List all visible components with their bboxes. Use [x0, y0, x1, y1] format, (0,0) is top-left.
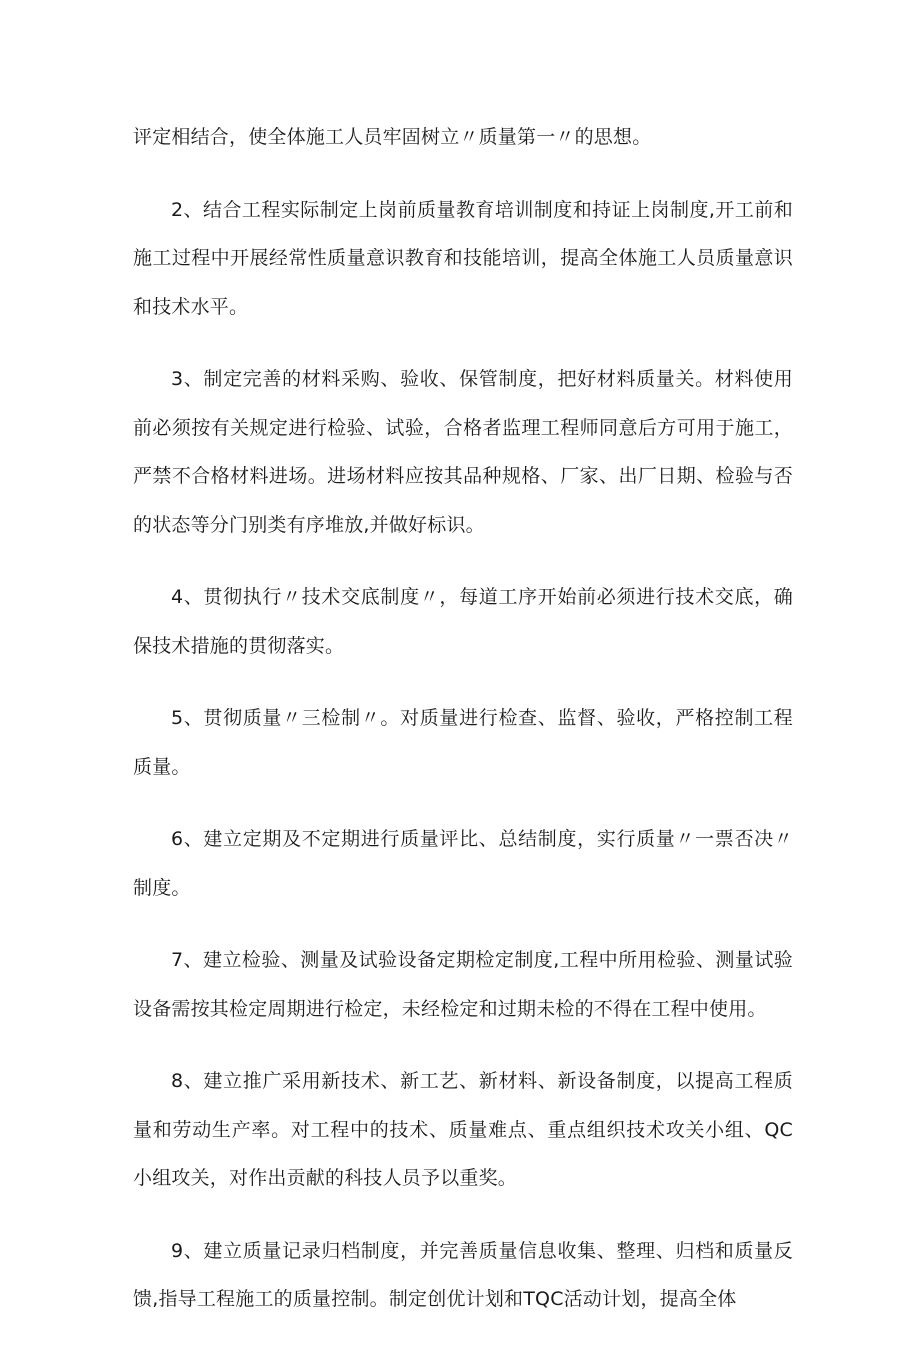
paragraph-item-4: 4、贯彻执行〃技术交底制度〃，每道工序开始前必须进行技术交底，确保技术措施的贯彻落实。	[133, 586, 793, 657]
paragraph-item-5: 5、贯彻质量〃三检制〃。对质量进行检查、监督、验收，严格控制工程质量。	[133, 707, 793, 778]
paragraph-item-6: 6、建立定期及不定期进行质量评比、总结制度，实行质量〃一票否决〃制度。	[133, 828, 793, 899]
paragraph-continuation: 评定相结合，使全体施工人员牢固树立〃质量第一〃的思想。	[133, 126, 652, 148]
paragraph-item-3: 3、制定完善的材料采购、验收、保管制度，把好材料质量关。材料使用前必须按有关规定进行检验、试验，合格者监理工程师同意后方可用于施工，严禁不合格材料进场。进场材料应按其品种规格、厂家、出厂日期、检验与否的状态等分门别类有序堆放,并做好标识。	[133, 368, 793, 536]
paragraph-item-2: 2、结合工程实际制定上岗前质量教育培训制度和持证上岗制度,开工前和施工过程中开展经常性质量意识教育和技能培训，提高全体施工人员质量意识和技术水平。	[133, 198, 793, 318]
paragraph-item-7: 7、建立检验、测量及试验设备定期检定制度,工程中所用检验、测量试验设备需按其检定周期进行检定，未经检定和过期未检的不得在工程中使用。	[133, 949, 793, 1020]
paragraph-item-8: 8、建立推广采用新技术、新工艺、新材料、新设备制度，以提高工程质量和劳动生产率。对工程中的技术、质量难点、重点组织技术攻关小组、QC小组攻关，对作出贡献的科技人员予以重奖。	[133, 1070, 793, 1189]
paragraph-item-9: 9、建立质量记录归档制度，并完善质量信息收集、整理、归档和质量反馈,指导工程施工的质量控制。制定创优计划和TQC活动计划，提高全体	[133, 1239, 793, 1310]
document-body	[133, 113, 793, 1348]
